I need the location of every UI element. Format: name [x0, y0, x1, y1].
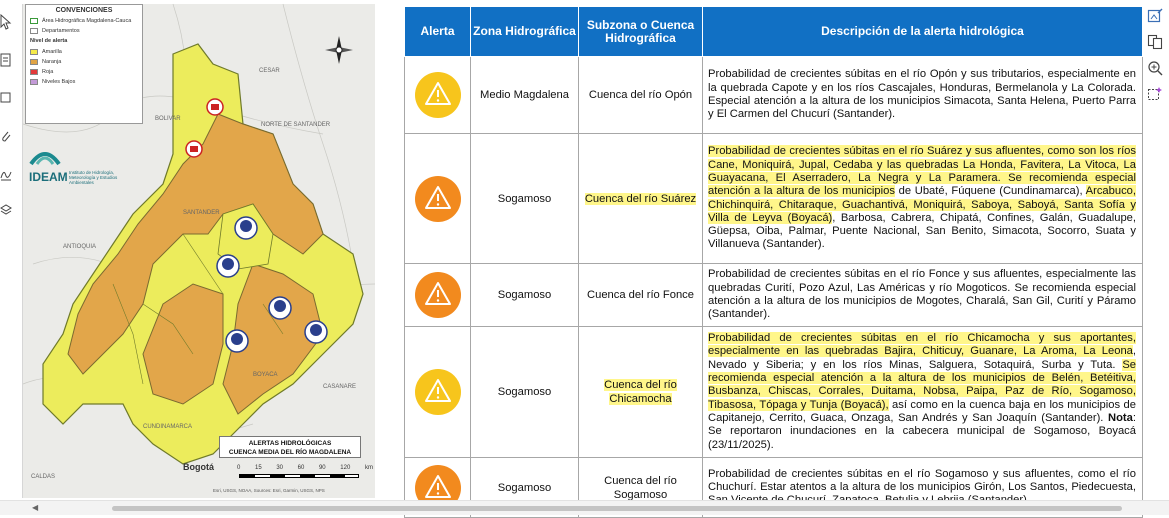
- ideam-logo-icon: [27, 142, 63, 172]
- left-toolbar: [0, 0, 14, 500]
- alert-cell: [405, 327, 471, 458]
- scrollbar-thumb[interactable]: [112, 506, 1122, 511]
- square-icon[interactable]: [0, 90, 12, 106]
- alert-cell: [405, 57, 471, 134]
- warning-icon: [415, 72, 461, 118]
- subzona-cell: [579, 134, 703, 264]
- table-row: [405, 327, 1143, 458]
- legend-swatch: [30, 18, 38, 24]
- label-cesar: CESAR: [259, 68, 280, 74]
- zona-cell: Sogamoso: [471, 327, 579, 458]
- legend-row: [30, 16, 138, 26]
- table-row: [405, 57, 1143, 134]
- legend-swatch: [30, 79, 38, 85]
- descripcion-cell: [703, 134, 1143, 264]
- table-row: [405, 134, 1143, 264]
- scale-tick: 30: [276, 465, 283, 471]
- subzona-cell: Cuenca del río Opón: [579, 57, 703, 134]
- header-subzona: Subzona o Cuenca Hidrográfica: [579, 7, 703, 57]
- descripcion-cell: [703, 327, 1143, 458]
- legend-label: Amarilla: [42, 49, 62, 55]
- label-antioquia: ANTIOQUIA: [63, 244, 97, 250]
- desc-highlight: Arcabuco, Chichinquirá, Chitaraque, Guachantivá, Moniquirá, Saboya, Saboyá, Santa Sofía y Villa de Leyva (Boyacá): [708, 185, 1136, 224]
- scale-tick: 90: [318, 465, 326, 471]
- legend-label: Departamentos: [42, 28, 80, 34]
- legend-label: Niveles Bajos: [42, 79, 76, 85]
- legend-label: Roja: [42, 69, 54, 75]
- scale-bar: [239, 474, 359, 478]
- legend-row: [30, 77, 138, 87]
- subzona-text: Cuenca del río Chicamocha: [604, 379, 677, 405]
- zona-cell: Sogamoso: [471, 264, 579, 327]
- alerts-table-container: [404, 6, 1142, 501]
- header-zona: Zona Hidrográfica: [471, 7, 579, 57]
- label-norte-santander: NORTE DE SANTANDER: [261, 122, 331, 128]
- alerts-table: [404, 6, 1143, 518]
- scroll-left-icon[interactable]: ◀: [32, 503, 39, 512]
- scale-tick: 120: [340, 465, 351, 471]
- legend-swatch: [30, 59, 38, 65]
- descripcion-cell: Probabilidad de crecientes súbitas en el río Sogamoso y sus afluentes, como el río Chuchurí. Estar atentos a la altura de los municipios Girón, Los Santos, Piedecuesta,: [703, 458, 1143, 518]
- header-descripcion: Descripción de la alerta hidrológica: [703, 7, 1143, 57]
- desc-text: , Nevado y Siberia; y en los ríos Minas, Salguera, Sotaquirá, Surba y Tuta.: [708, 345, 1136, 371]
- subzona-cell: Cuenca del río Sogamoso: [579, 458, 703, 518]
- label-casanare: CASANARE: [323, 384, 357, 390]
- subzona-cell: Cuenca del río Fonce: [579, 264, 703, 327]
- legend-swatch: [30, 69, 38, 75]
- legend-row: [30, 26, 138, 36]
- zona-cell: Sogamoso: [471, 134, 579, 264]
- map-title-line1: ALERTAS HIDROLÓGICAS: [248, 440, 332, 447]
- label-bogota: Bogotá: [183, 462, 214, 472]
- zoom-in-icon[interactable]: [1145, 58, 1165, 78]
- subzona-text: Cuenca del río Suárez: [584, 192, 697, 205]
- legend-row: [30, 67, 138, 77]
- nota-text: : Se reportaron inundaciones en la cabecera municipal de Sogamoso, Boyacá (23/11/2025).: [708, 411, 1136, 451]
- descripcion-cell: Probabilidad de crecientes súbitas en el río Opón y sus tributarios, especialmente en la quebrada Capote y en los ríos Cascajales, Honduras, Bermelanola y La Colorada. Especial atención a la altura de los municipios Simacota, Santa Helena, Puerto Parra y El Carmen del Chucurí (Santander).: [703, 57, 1143, 134]
- logo-name: IDEAM: [29, 170, 68, 184]
- scale-tick: 60: [297, 465, 305, 471]
- desc-text: así como en la cuenca baja en los municipios de Capitanejo, Cerrito, Guaca, Onzaga, San Andrés y San Joaquín (Santander).: [708, 398, 1136, 424]
- legend-swatch: [30, 28, 38, 34]
- desc-text: , Barbosa, Cabrera, Chipatá, Confines, Galán, Guadalupe, Güepsa, Oiba, Palmar, Puente Nacional, San Benito, Simacota, Socorro, Suata y Villanueva (Santander).: [708, 211, 1136, 251]
- header-alerta: Alerta: [405, 7, 471, 57]
- north-arrow-icon: [323, 34, 355, 66]
- signature-icon[interactable]: [0, 166, 12, 182]
- label-bolivar: BOLIVAR: [155, 116, 181, 122]
- desc-highlight: Probabilidad de crecientes súbitas en el río Chicamocha y sus aportantes, especialmente en las quebradas Bajira, Chiticuy, Guanare, La Aroma, La Leona: [708, 332, 1136, 358]
- nota-label: Nota: [1108, 411, 1133, 424]
- alert-map: [22, 4, 374, 498]
- warning-icon: [415, 369, 461, 415]
- alert-cell: [405, 264, 471, 327]
- cursor-icon[interactable]: [0, 14, 12, 30]
- horizontal-scrollbar[interactable]: [0, 500, 1169, 515]
- attach-icon[interactable]: [0, 128, 12, 144]
- ai-select-icon[interactable]: [1145, 84, 1165, 104]
- legend-label: Área Hidrográfica Magdalena-Cauca: [42, 18, 132, 24]
- logo-institute: Instituto de Hidrología, Meteorología y Estudios Ambientales: [69, 170, 118, 185]
- right-toolbar: [1143, 4, 1167, 134]
- warning-icon: [415, 272, 461, 318]
- legend-swatch: [30, 49, 38, 55]
- map-scale: [235, 464, 375, 486]
- scale-ticks: [237, 465, 373, 471]
- label-boyaca: BOYACA: [253, 372, 278, 378]
- page-icon[interactable]: [0, 52, 12, 68]
- desc-highlight: Se recomienda especial atención a la altura de los municipios de Belén, Betéitiva, Busbanza, Chiscas, Corrales, Duitama, Nobsa, Paipa, Paz de Río, Sogamoso, Tibasosa, Tópaga y Tunja (Boyacá),: [708, 358, 1136, 411]
- zona-cell: Medio Magdalena: [471, 57, 579, 134]
- zona-cell: Sogamoso: [471, 458, 579, 518]
- legend-title: CONVENCIONES: [55, 7, 113, 14]
- subzona-cell: [579, 327, 703, 458]
- scale-tick: 15: [254, 465, 262, 471]
- map-legend: [25, 4, 143, 124]
- label-santander: SANTANDER: [183, 210, 220, 216]
- map-title: [219, 436, 361, 458]
- label-cundinamarca: CUNDINAMARCA: [143, 424, 193, 430]
- desc-text: de Ubaté, Fúquene (Cundinamarca),: [894, 185, 1086, 198]
- legend-row: [30, 47, 138, 57]
- scale-unit: km: [364, 465, 373, 471]
- map-title-line2: CUENCA MEDIA DEL RÍO MAGDALENA: [228, 449, 352, 456]
- legend-row: [30, 57, 138, 67]
- scale-tick: 0: [237, 465, 241, 471]
- copy-page-icon[interactable]: [1145, 32, 1165, 52]
- map-credits: Esri, USGS, NOAA, Sources: Esri, Garmin, USGS, NPS: [213, 488, 325, 493]
- ideam-logo: [27, 142, 147, 186]
- legend-label: Naranja: [42, 59, 62, 65]
- desc-highlight: Probabilidad de crecientes súbitas en el río Suárez y sus afluentes, como son los ríos Cane, Moniquirá, Jupal, Cedaba y las quebradas La Honda, Favitera, La Vitoca, La Guayacana, El Aserradero, La Negra y La Paramera. Se recomienda especial atención a la altura de los municipios: [708, 145, 1136, 198]
- label-caldas: CALDAS: [31, 474, 56, 480]
- edit-image-icon[interactable]: [1145, 6, 1165, 26]
- table-header-row: [405, 7, 1143, 57]
- legend-subtitle: Nivel de alerta: [30, 38, 68, 44]
- descripcion-cell: Probabilidad de crecientes súbitas en el río Fonce y sus afluentes, especialmente las quebradas Curití, Pozo Azul, Las Américas y río Mogoticos. Se recomienda especial atención a la altura de los municipios de Mogotes, Charalá, San Gil, Curití y Páramo (Santander).: [703, 264, 1143, 327]
- alert-cell: [405, 134, 471, 264]
- table-row: [405, 264, 1143, 327]
- warning-icon: [415, 176, 461, 222]
- layers-icon[interactable]: [0, 202, 12, 218]
